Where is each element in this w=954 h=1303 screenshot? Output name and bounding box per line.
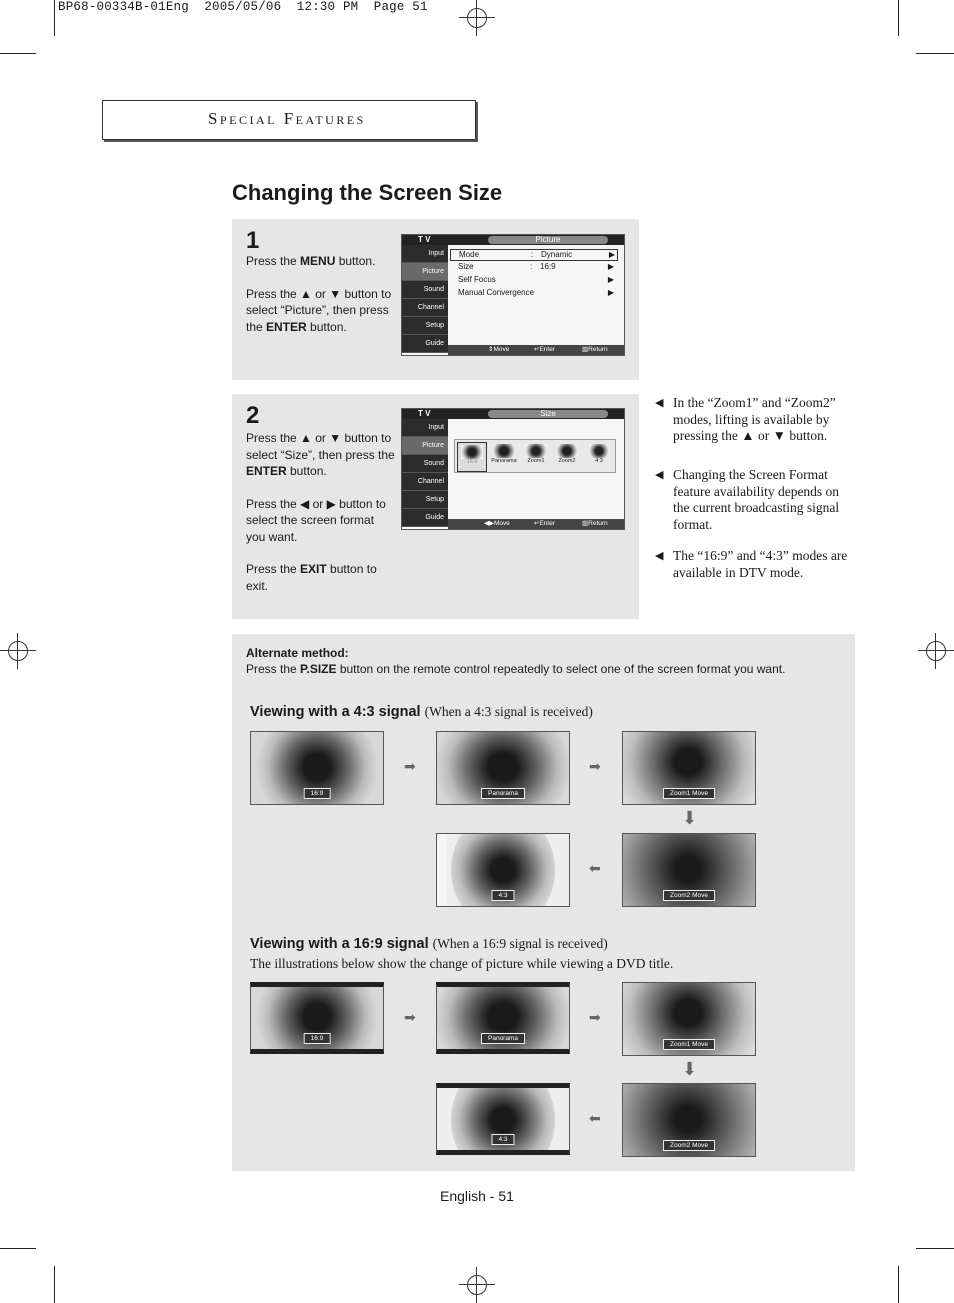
option-label: Zoom1 (527, 458, 545, 464)
tv-label: T V (418, 409, 431, 418)
note-text: Changing the Screen Format feature availability depends on the current broadcasting signal format. (673, 467, 840, 532)
crop-mark (0, 1248, 36, 1249)
size-option-4-3 (585, 442, 613, 470)
option-label: 4:3 (595, 458, 603, 464)
registration-mark-icon (918, 633, 954, 669)
arrow-right-icon: ➡ (404, 1009, 416, 1025)
row-sep: : (530, 262, 533, 271)
size-option-panorama (489, 442, 519, 470)
thumb-zoom1 (622, 731, 756, 805)
mode-label: Zoom2 Move (663, 1140, 715, 1151)
return-label: Return (588, 346, 608, 353)
menu-row-mode (450, 249, 618, 261)
arrow-down-icon: ⬇ (682, 1059, 698, 1079)
flower-thumb (556, 444, 578, 458)
triangle-bullet-icon: ◀ (655, 550, 664, 562)
step1-instructions (246, 253, 396, 351)
thumb-16-9 (250, 731, 384, 805)
enter-hint: ↵ Enter (534, 520, 555, 527)
flower-thumb (461, 445, 483, 459)
note-text: The “16:9” and “4:3” modes are available in DTV mode. (673, 548, 848, 580)
text: button. (335, 254, 376, 268)
arrow-right-icon: ▶ (607, 262, 614, 271)
crop-mark (898, 1266, 899, 1303)
sidebar-item-channel: Channel (402, 299, 448, 317)
enter-key: ENTER (246, 464, 287, 478)
heading-sub: (When a 16:9 signal is received) (432, 936, 608, 951)
crop-mark (898, 0, 899, 36)
return-hint: ▥ Return (582, 520, 608, 527)
sidebar-item-channel: Channel (402, 473, 448, 491)
tv-sidebar (402, 419, 448, 527)
mode-label: 16:9 (304, 1033, 331, 1044)
alternate-panel (232, 634, 855, 1171)
tv-picture-menu (401, 234, 625, 356)
flower-thumb (589, 444, 609, 458)
text: Press the (246, 254, 301, 268)
enter-hint: ↵ Enter (534, 346, 555, 353)
text: Press the (246, 662, 301, 676)
sidebar-item-sound: Sound (402, 455, 448, 473)
move-label: Move (494, 520, 510, 527)
text: Press the ▲ or ▼ button to select “Picture”, then press the (246, 286, 392, 334)
tv-footer (448, 345, 624, 355)
view43-heading (250, 704, 593, 720)
row-label: Manual Convergence (458, 288, 535, 297)
thumb-16-9 (250, 982, 384, 1054)
tv-title-bar (402, 235, 624, 245)
crop-mark (54, 0, 55, 36)
enter-label: Enter (539, 520, 555, 527)
arrow-right-icon: ▶ (608, 250, 615, 259)
tab-picture: Picture (488, 236, 608, 244)
size-option-zoom1 (522, 442, 550, 470)
mode-label: Zoom1 Move (663, 1039, 715, 1050)
sidebar-item-input: Input (402, 245, 448, 263)
row-label: Size (458, 262, 474, 271)
view169-desc: The illustrations below show the change of picture while viewing a DVD title. (250, 956, 674, 971)
tv-size-menu (401, 408, 625, 530)
step2-instructions (246, 430, 396, 610)
mode-label: 4:3 (491, 890, 514, 901)
crop-mark (916, 53, 954, 54)
arrow-right-icon: ➡ (589, 1009, 601, 1025)
row-value: 16:9 (540, 262, 556, 271)
move-label: Move (493, 346, 510, 353)
tv-title-bar (402, 409, 624, 419)
mode-label: Zoom2 Move (663, 890, 715, 901)
crop-mark (54, 1266, 55, 1303)
alternate-heading: Alternate method: (246, 646, 349, 660)
page-title: Changing the Screen Size (232, 180, 503, 205)
sidebar-item-picture: Picture (402, 263, 448, 281)
thumb-zoom1 (622, 982, 756, 1056)
crop-mark (916, 1248, 954, 1249)
registration-mark-icon (459, 1267, 495, 1303)
triangle-bullet-icon: ◀ (655, 469, 664, 481)
mode-label: 16:9 (304, 788, 331, 799)
thumb-4-3 (436, 1083, 570, 1155)
note-item (655, 467, 853, 533)
sidebar-item-input: Input (402, 419, 448, 437)
note-text: In the “Zoom1” and “Zoom2” modes, lifting is available by pressing the ▲ or ▼ button. (673, 395, 836, 443)
row-label: Self Focus (458, 275, 496, 284)
note-item (655, 548, 853, 581)
thumb-panorama (436, 731, 570, 805)
sidebar-item-setup: Setup (402, 317, 448, 335)
arrow-down-icon: ⬇ (682, 808, 698, 828)
tab-size: Size (488, 410, 608, 418)
sidebar-item-setup: Setup (402, 491, 448, 509)
flower-thumb (525, 444, 547, 458)
crop-mark (0, 53, 36, 54)
step2-panel (232, 394, 639, 619)
mode-label: Zoom1 Move (663, 788, 715, 799)
row-label: Mode (459, 250, 480, 259)
sidebar-item-guide: Guide (402, 509, 448, 527)
heading-text: Viewing with a 16:9 signal (250, 936, 429, 952)
text: Press the ▲ or ▼ button to select “Size”, then press the (246, 431, 395, 462)
arrow-right-icon: ➡ (404, 758, 416, 774)
arrow-right-icon: ▶ (607, 288, 614, 297)
tv-footer (448, 519, 624, 529)
arrow-right-icon: ➡ (589, 758, 601, 774)
row-sep: : (531, 250, 534, 259)
thumb-4-3 (436, 833, 570, 907)
psize-key: P.SIZE (300, 662, 337, 676)
sidebar-item-sound: Sound (402, 281, 448, 299)
option-label: Panorama (491, 458, 517, 464)
registration-mark-icon (459, 0, 495, 36)
note-item (655, 395, 853, 445)
text: button on the remote control repeatedly to select one of the screen format you want. (336, 662, 786, 676)
tv-label: T V (418, 235, 431, 244)
move-hint: ◀▶ Move (484, 520, 510, 527)
arrow-left-icon: ⬅ (589, 860, 601, 876)
menu-key: MENU (300, 254, 336, 268)
heading-sub: (When a 4:3 signal is received) (424, 704, 593, 719)
section-title: Special Features (208, 109, 366, 128)
arrow-right-icon: ▶ (607, 275, 614, 284)
registration-mark-icon (0, 633, 36, 669)
page-footer: English - 51 (440, 1188, 514, 1204)
text: button. (286, 464, 327, 478)
text: Press the (246, 562, 301, 576)
thumb-zoom2 (622, 1083, 756, 1157)
arrow-left-icon: ⬅ (589, 1110, 601, 1126)
thumb-zoom2 (622, 833, 756, 907)
move-hint: ⇕ Move (488, 346, 510, 353)
enter-key: ENTER (266, 319, 307, 334)
print-header: BP68-00334B-01Eng 2005/05/06 12:30 PM Page 51 (58, 0, 428, 14)
step1-panel (232, 219, 639, 380)
heading-text: Viewing with a 4:3 signal (250, 704, 421, 720)
size-options (454, 439, 616, 473)
option-label: Zoom2 (558, 458, 576, 464)
triangle-bullet-icon: ◀ (655, 397, 664, 409)
view169-heading (250, 936, 608, 952)
flower-thumb (492, 444, 516, 458)
mode-label: 4:3 (491, 1134, 514, 1145)
text: Press the ◀ or ▶ button to select the screen format you want. (246, 496, 386, 544)
row-value: Dynamic (541, 250, 573, 259)
tv-sidebar (402, 245, 448, 353)
enter-label: Enter (539, 346, 555, 353)
step-number: 2 (246, 402, 260, 429)
alternate-text (246, 662, 785, 676)
text: button. (306, 319, 347, 334)
size-option-16-9 (457, 442, 487, 472)
option-label: 16:9 (466, 459, 478, 465)
size-option-zoom2 (553, 442, 581, 470)
section-header (102, 100, 476, 140)
pillarbox-left (437, 834, 447, 906)
mode-label: Panorama (481, 1033, 525, 1044)
return-hint: ▥ Return (582, 346, 608, 353)
sidebar-item-guide: Guide (402, 335, 448, 353)
text: button to exit. (246, 562, 377, 593)
exit-key: EXIT (300, 562, 327, 576)
sidebar-item-picture: Picture (402, 437, 448, 455)
thumb-panorama (436, 982, 570, 1054)
return-label: Return (588, 520, 608, 527)
step-number: 1 (246, 227, 260, 254)
mode-label: Panorama (481, 788, 525, 799)
